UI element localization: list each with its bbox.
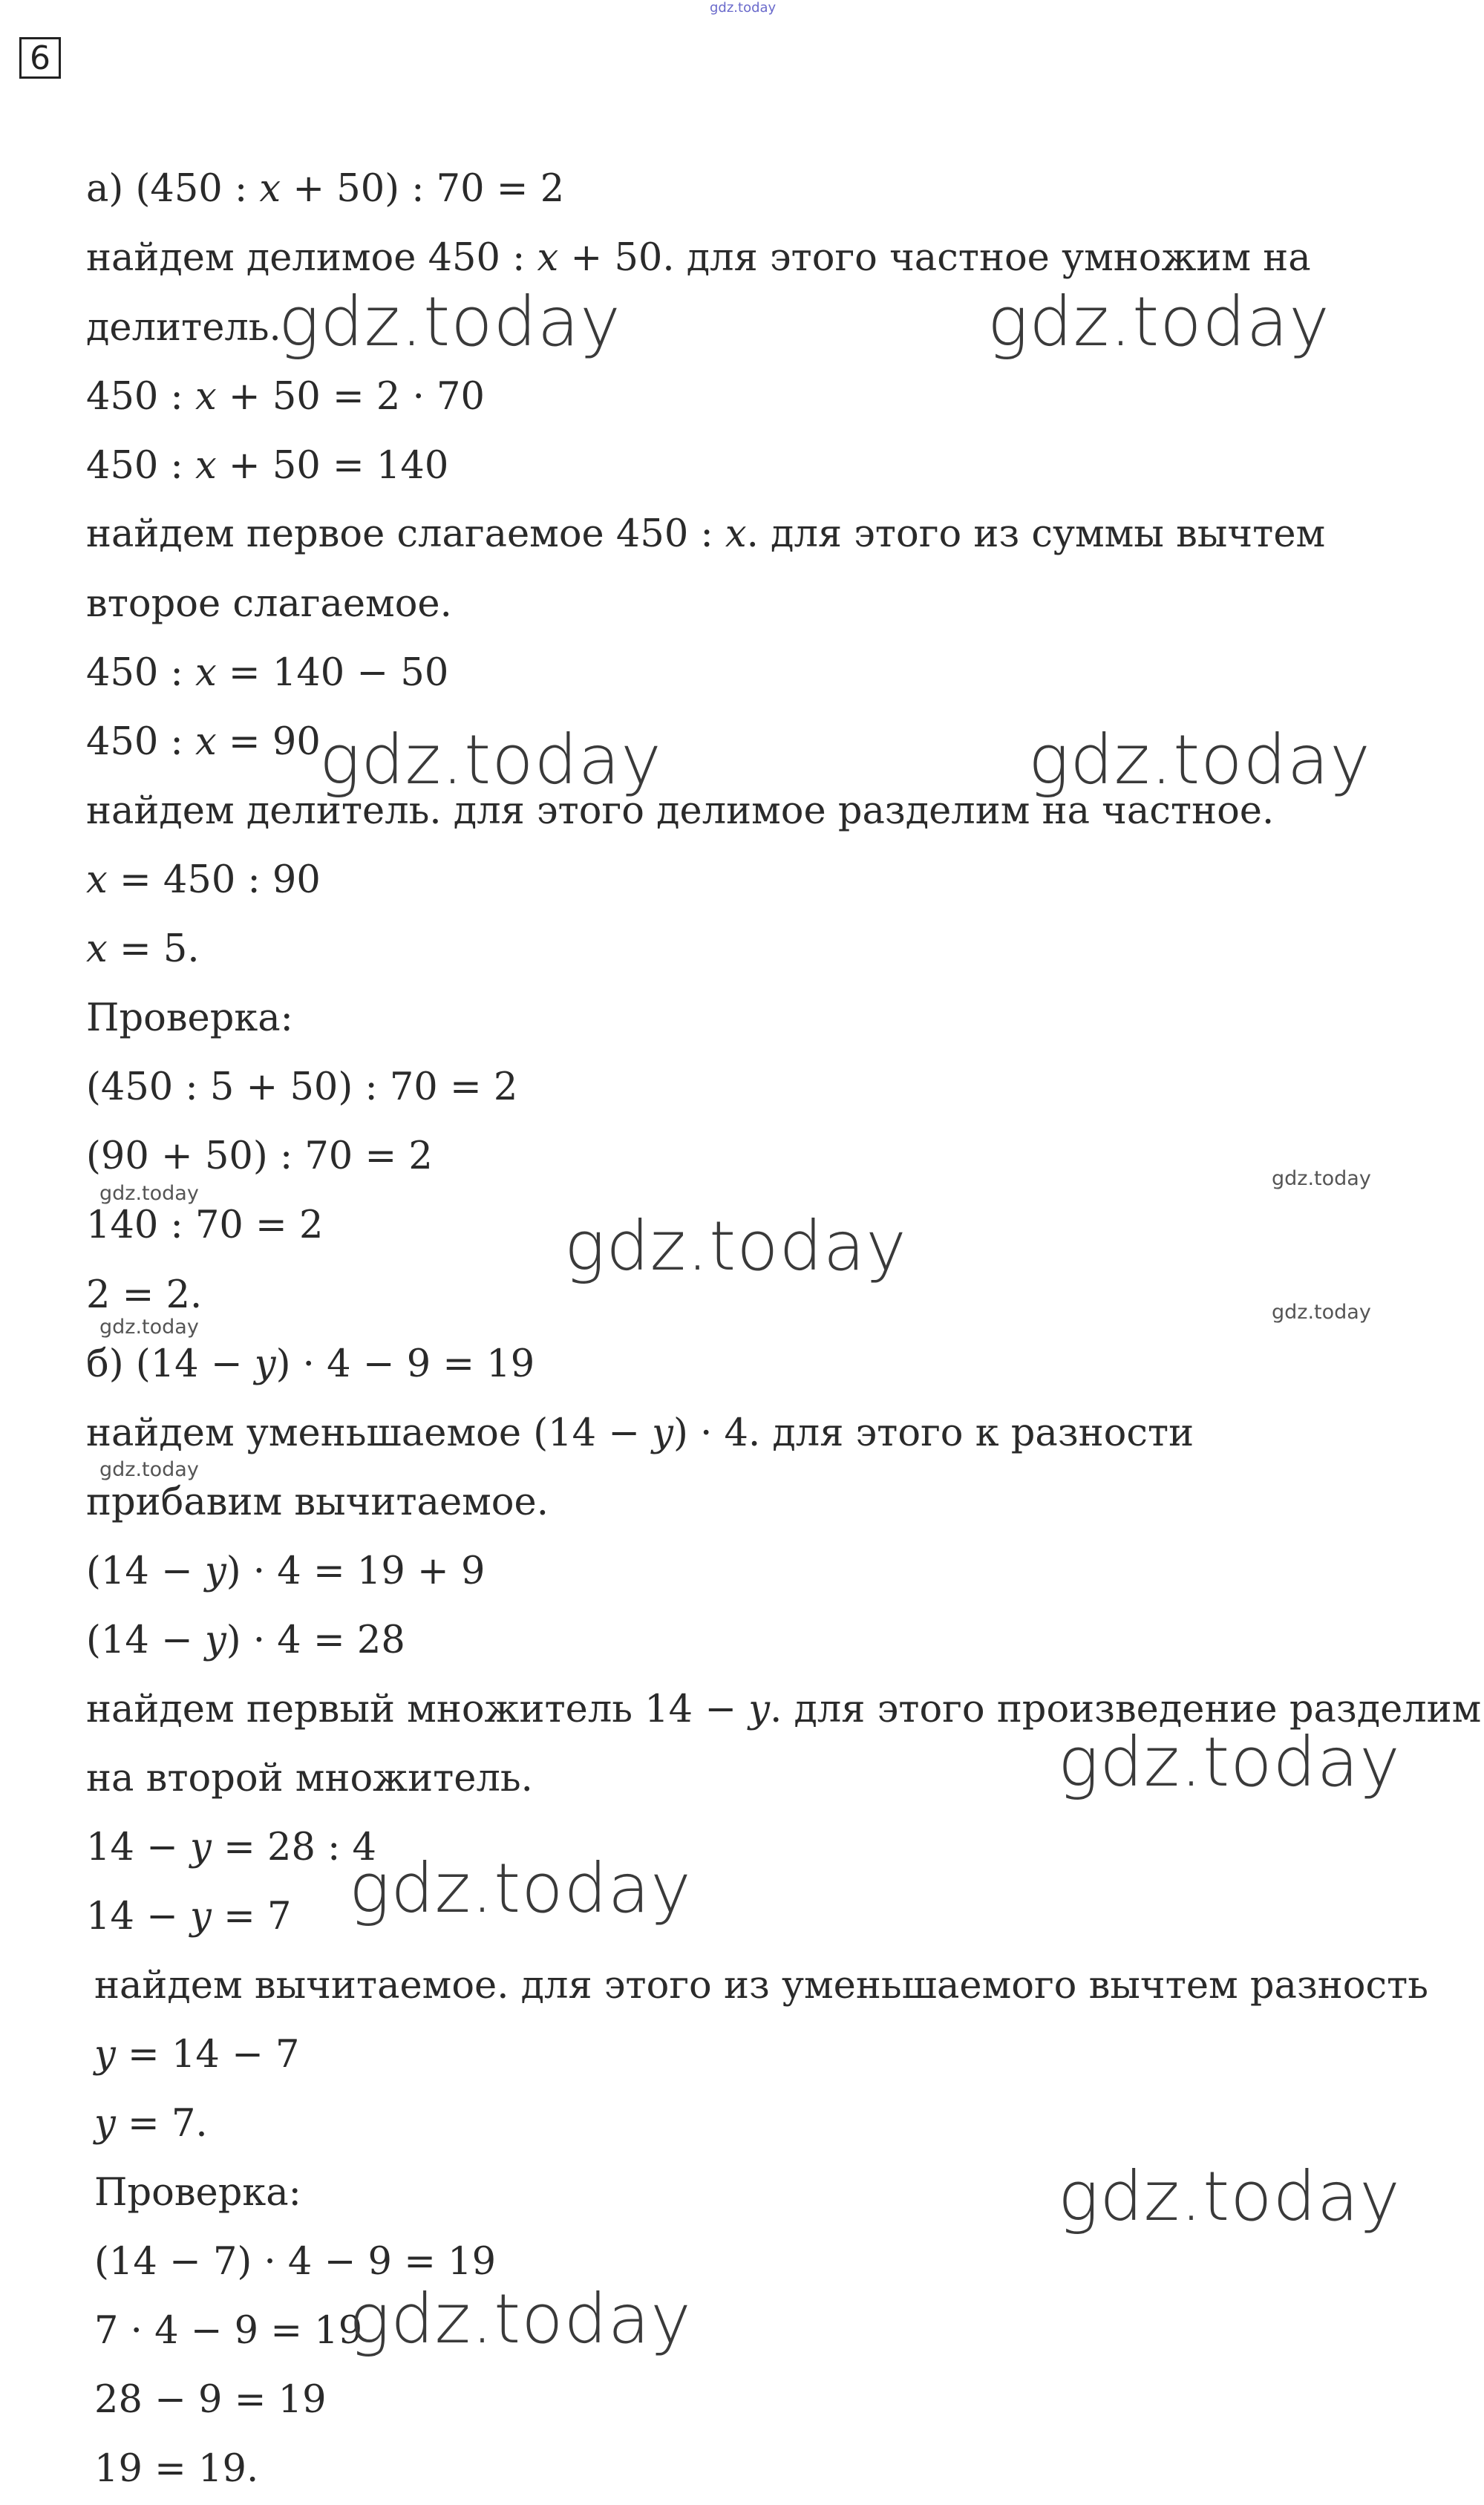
watermark: gdz.today	[1058, 1722, 1401, 1802]
solution-line: 450 : 𝑥 = 140 − 50	[86, 651, 449, 695]
watermark-small: gdz.today	[99, 1182, 199, 1205]
solution-line: 𝑦 = 7.	[94, 2102, 208, 2146]
solution-line: 𝑥 = 5.	[86, 927, 200, 971]
watermark: gdz.today	[564, 1206, 907, 1286]
solution-line: (14 − 𝑦) · 4 = 19 + 9	[86, 1549, 486, 1593]
solution-line: 2 = 2.	[86, 1273, 203, 1317]
solution-line: 450 : 𝑥 + 50 = 140	[86, 444, 449, 488]
watermark-small: gdz.today	[1272, 1301, 1371, 1324]
watermark-small: gdz.today	[99, 1458, 199, 1481]
solution-line: 𝑦 = 14 − 7	[94, 2033, 300, 2077]
solution-line: 450 : 𝑥 + 50 = 2 · 70	[86, 375, 485, 419]
solution-line: делитель.	[86, 306, 281, 350]
solution-line: второе слагаемое.	[86, 582, 452, 626]
check-label: Проверка:	[86, 996, 293, 1040]
part-b-equation: б) (14 − 𝑦) · 4 − 9 = 19	[86, 1342, 535, 1386]
watermark: gdz.today	[1058, 2157, 1401, 2236]
solution-line: найдем уменьшаемое (14 − 𝑦) · 4. для этого к разности	[86, 1411, 1194, 1455]
solution-line: 140 : 70 = 2	[86, 1203, 324, 1247]
watermark: gdz.today	[278, 282, 621, 362]
solution-line: 14 − 𝑦 = 7	[86, 1895, 292, 1939]
watermark: gdz.today	[1028, 720, 1371, 800]
solution-line: 450 : 𝑥 = 90	[86, 720, 321, 764]
solution-line: 14 − 𝑦 = 28 : 4	[86, 1826, 376, 1869]
watermark: gdz.today	[349, 1849, 692, 1928]
solution-line: (450 : 5 + 50) : 70 = 2	[86, 1065, 518, 1109]
part-a-equation: а) (450 : 𝑥 + 50) : 70 = 2	[86, 167, 565, 211]
solution-line: прибавим вычитаемое.	[86, 1480, 549, 1524]
task-number: 6	[19, 37, 61, 79]
solution-line: найдем вычитаемое. для этого из уменьшаемого вычтем разность	[94, 1964, 1429, 2008]
solution-line: найдем делитель. для этого делимое разделим на частное.	[86, 789, 1275, 833]
solution-line: 𝑥 = 450 : 90	[86, 858, 321, 902]
watermark-small: gdz.today	[99, 1316, 199, 1339]
solution-line: (14 − 7) · 4 − 9 = 19	[94, 2240, 497, 2284]
solution-line: найдем первый множитель 14 − 𝑦. для этого произведение разделим	[86, 1688, 1482, 1731]
watermark-top: gdz.today	[710, 0, 777, 16]
solution-line: (90 + 50) : 70 = 2	[86, 1134, 433, 1178]
solution-line: 7 · 4 − 9 = 19	[94, 2309, 363, 2353]
solution-line: на второй множитель.	[86, 1757, 533, 1800]
solution-line: 19 = 19.	[94, 2447, 259, 2491]
solution-line: (14 − 𝑦) · 4 = 28	[86, 1619, 405, 1662]
solution-line: 28 − 9 = 19	[94, 2378, 327, 2422]
check-label: Проверка:	[94, 2171, 301, 2215]
watermark-small: gdz.today	[1272, 1167, 1371, 1190]
watermark: gdz.today	[319, 720, 662, 800]
solution-line: найдем первое слагаемое 450 : 𝑥. для этого из суммы вычтем	[86, 512, 1326, 556]
watermark: gdz.today	[987, 282, 1330, 362]
solution-line: найдем делимое 450 : 𝑥 + 50. для этого частное умножим на	[86, 236, 1311, 280]
watermark: gdz.today	[349, 2279, 692, 2359]
